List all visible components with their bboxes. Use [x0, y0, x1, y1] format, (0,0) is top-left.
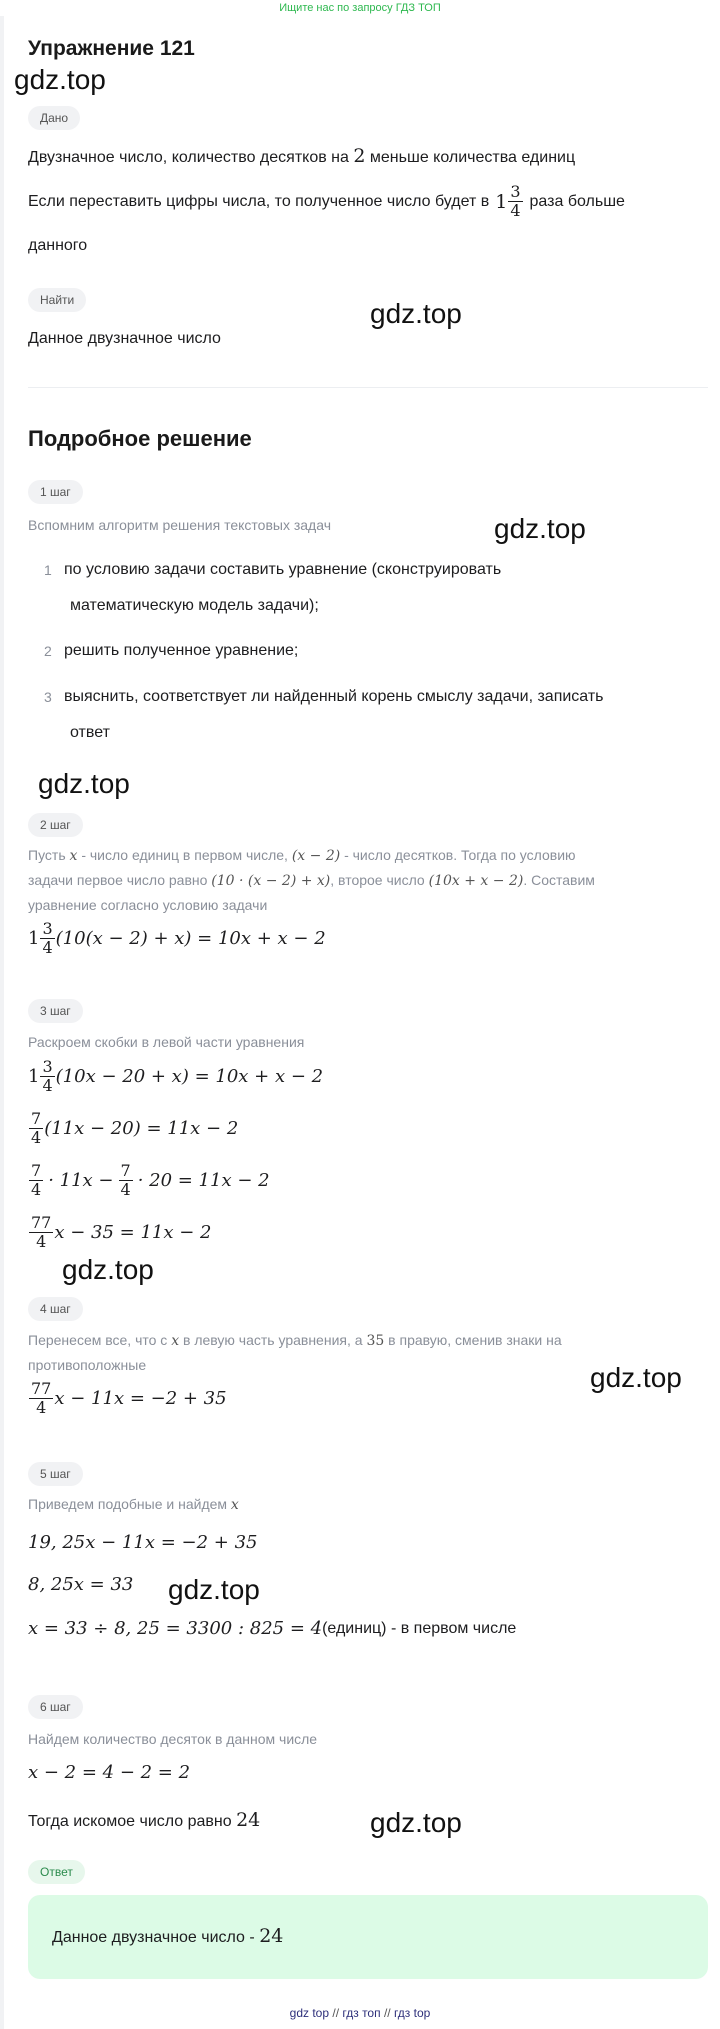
- fraction-numerator: 3: [42, 1057, 53, 1076]
- step1-item3-line1: выяснить, соответствует ли найденный корень смыслу задачи, записать: [64, 688, 604, 705]
- fraction-denominator: 4: [42, 938, 53, 957]
- step3-eq2-body: (11x − 20) = 11x − 2: [44, 1118, 239, 1139]
- step2-expr-second: (10x + x − 2): [428, 873, 524, 889]
- answer-label: Ответ: [28, 1860, 85, 1884]
- step3-intro: Раскроем скобки в левой части уравнения: [28, 1034, 305, 1050]
- fraction-numerator: 7: [31, 1161, 42, 1180]
- step3-eq3: [28, 1162, 270, 1199]
- step3-eq3-part-a: · 11x −: [48, 1170, 114, 1191]
- given-line-1-text: Двузначное число, количество десятков на: [28, 149, 349, 166]
- given-line-2: [28, 183, 625, 220]
- step5-text-part: Приведем подобные и найдем: [28, 1496, 228, 1512]
- watermark: gdz.top: [370, 298, 462, 329]
- step2-text-part: - число единиц в первом числе,: [81, 847, 288, 863]
- fraction-denominator: 4: [36, 1232, 47, 1251]
- step2-text-part: - число десятков. Тогда по условию: [344, 847, 576, 863]
- step2-label: 2 шаг: [28, 813, 83, 837]
- step3-eq1: [28, 1058, 323, 1095]
- step6-equation: [28, 1762, 190, 1783]
- given-line-1-number: 2: [353, 145, 366, 167]
- step2-text-part: задачи первое число равно: [28, 872, 208, 888]
- step1-item1-line1: по условию задачи составить уравнение (сконструировать: [64, 561, 502, 578]
- find-label: Найти: [28, 288, 86, 312]
- step1-intro: Вспомним алгоритм решения текстовых задач: [28, 517, 331, 533]
- fraction-77-4: [29, 1380, 53, 1417]
- step6-intro: Найдем количество десяток в данном числе: [28, 1731, 318, 1747]
- step6-conclusion-number: 24: [236, 1809, 261, 1831]
- step3-label: 3 шаг: [28, 999, 83, 1023]
- answer-text: [52, 1925, 283, 1947]
- step4-equation: [28, 1380, 227, 1417]
- given-line-1: [28, 144, 575, 170]
- given-line-2-text-end: раза больше: [529, 192, 625, 210]
- fraction-numerator: 3: [42, 919, 53, 938]
- step2-text-part: . Составим: [523, 872, 595, 888]
- fraction-denominator: 4: [42, 1076, 53, 1095]
- step3-eq1-body: (10x − 20 + x) = 10x + x − 2: [55, 1066, 324, 1087]
- step2-equation: [28, 920, 326, 957]
- step4-var-x: x: [171, 1333, 180, 1349]
- footer-link-3[interactable]: гдз top: [393, 2006, 431, 2020]
- given-line-2-text: Если переставить цифры числа, то полученное число будет в: [28, 192, 490, 210]
- step6-label: 6 шаг: [28, 1695, 83, 1719]
- mixed-whole: 1: [28, 928, 40, 949]
- answer-box: [28, 1895, 708, 1979]
- step1-item1-number: 1: [44, 562, 52, 578]
- step1-item3-line2: ответ: [70, 724, 110, 741]
- step4-number: 35: [366, 1333, 385, 1349]
- section-divider: [28, 387, 708, 388]
- step5-label: 5 шаг: [28, 1462, 83, 1486]
- watermark: gdz.top: [62, 1254, 154, 1285]
- top-banner[interactable]: Ищите нас по запросу ГДЗ ТОП: [279, 2, 441, 14]
- fraction-denominator: 4: [31, 1128, 42, 1147]
- step4-equation-body: x − 11x = −2 + 35: [54, 1388, 227, 1409]
- watermark: gdz.top: [370, 1807, 462, 1838]
- footer-separator: //: [332, 2006, 340, 2020]
- fraction-7-4: [119, 1162, 133, 1199]
- fraction-7-4: [29, 1162, 43, 1199]
- watermark: gdz.top: [38, 768, 130, 799]
- step3-eq4-body: x − 35 = 11x − 2: [54, 1222, 212, 1243]
- step2-text-part: уравнение согласно условию задачи: [28, 897, 268, 913]
- step6-equation-body: x − 2 = 4 − 2 = 2: [28, 1762, 191, 1783]
- step2-text-part: Пусть: [28, 847, 66, 863]
- mixed-whole: 1: [28, 1066, 40, 1087]
- fraction-7-4: [29, 1110, 43, 1147]
- step5-eq3-body: x = 33 ÷ 8, 25 = 3300 : 825 = 4: [28, 1618, 323, 1639]
- fraction-3-4: [40, 920, 54, 957]
- watermark: gdz.top: [168, 1574, 260, 1605]
- step4-text-part: противоположные: [28, 1357, 147, 1373]
- given-label: Дано: [28, 106, 80, 130]
- step2-text-part: , второе число: [330, 872, 425, 888]
- step6-conclusion: [28, 1808, 260, 1834]
- footer-separator: //: [383, 2006, 391, 2020]
- step2-equation-body: (10(x − 2) + x) = 10x + x − 2: [55, 928, 326, 949]
- fraction-numerator: 7: [120, 1161, 131, 1180]
- step4-text-part: в правую, сменив знаки на: [388, 1332, 562, 1348]
- left-rule: [0, 16, 4, 2029]
- step4-label: 4 шаг: [28, 1297, 83, 1321]
- fraction-denominator: 4: [120, 1180, 131, 1199]
- given-fraction: [508, 183, 522, 220]
- step1-label: 1 шаг: [28, 480, 83, 504]
- step5-eq2: [28, 1574, 133, 1595]
- solution-title: Подробное решение: [28, 426, 252, 451]
- step1-item2-number: 2: [44, 643, 52, 659]
- step1-item3-number: 3: [44, 689, 52, 705]
- given-fraction-denominator: 4: [510, 201, 521, 220]
- step2-text: [28, 843, 708, 917]
- step5-eq1-body: 19, 25x − 11x = −2 + 35: [28, 1532, 258, 1553]
- answer-number: 24: [259, 1925, 284, 1947]
- step3-eq3-part-b: · 20 = 11x − 2: [137, 1170, 270, 1191]
- step5-intro: [28, 1492, 239, 1517]
- watermark: gdz.top: [14, 64, 106, 95]
- step3-eq4: [28, 1214, 212, 1251]
- step6-conclusion-text: Тогда искомое число равно: [28, 1813, 232, 1830]
- step5-eq1: [28, 1532, 257, 1553]
- step1-item1-line2: математическую модель задачи);: [70, 597, 319, 614]
- footer-link-2[interactable]: гдз топ: [342, 2006, 381, 2020]
- find-text: Данное двузначное число: [28, 330, 221, 347]
- fraction-denominator: 4: [31, 1180, 42, 1199]
- step5-eq3: [28, 1618, 516, 1639]
- fraction-numerator: 77: [31, 1213, 52, 1232]
- step2-var-x: x: [69, 848, 78, 864]
- given-fraction-numerator: 3: [510, 182, 521, 201]
- fraction-numerator: 77: [31, 1379, 52, 1398]
- footer: [0, 2006, 720, 2020]
- step5-var-x: x: [230, 1497, 239, 1513]
- step3-eq2: [28, 1110, 238, 1147]
- page-title: Упражнение 121: [28, 37, 195, 60]
- given-line-2-cont: данного: [28, 237, 88, 254]
- footer-link-1[interactable]: gdz top: [289, 2006, 330, 2020]
- step5-eq3-tail: (единиц) - в первом числе: [322, 1619, 517, 1637]
- given-line-1-text-end: меньше количества единиц: [369, 149, 576, 166]
- watermark: gdz.top: [590, 1362, 682, 1393]
- fraction-3-4: [40, 1058, 54, 1095]
- step4-text-part: Перенесем все, что с: [28, 1332, 168, 1348]
- fraction-77-4: [29, 1214, 53, 1251]
- fraction-denominator: 4: [36, 1398, 47, 1417]
- step1-item2-line1: решить полученное уравнение;: [64, 642, 299, 659]
- step2-expr-first: (10 · (x − 2) + x): [211, 873, 331, 889]
- watermark: gdz.top: [494, 513, 586, 544]
- answer-text-part: Данное двузначное число -: [52, 1929, 255, 1946]
- step5-eq2-body: 8, 25x = 33: [28, 1574, 134, 1595]
- step4-text-part: в левую часть уравнения, а: [183, 1332, 363, 1348]
- fraction-numerator: 7: [31, 1109, 42, 1128]
- step2-expr-tens: (x − 2): [291, 848, 341, 864]
- given-mixed-whole: 1: [495, 190, 508, 213]
